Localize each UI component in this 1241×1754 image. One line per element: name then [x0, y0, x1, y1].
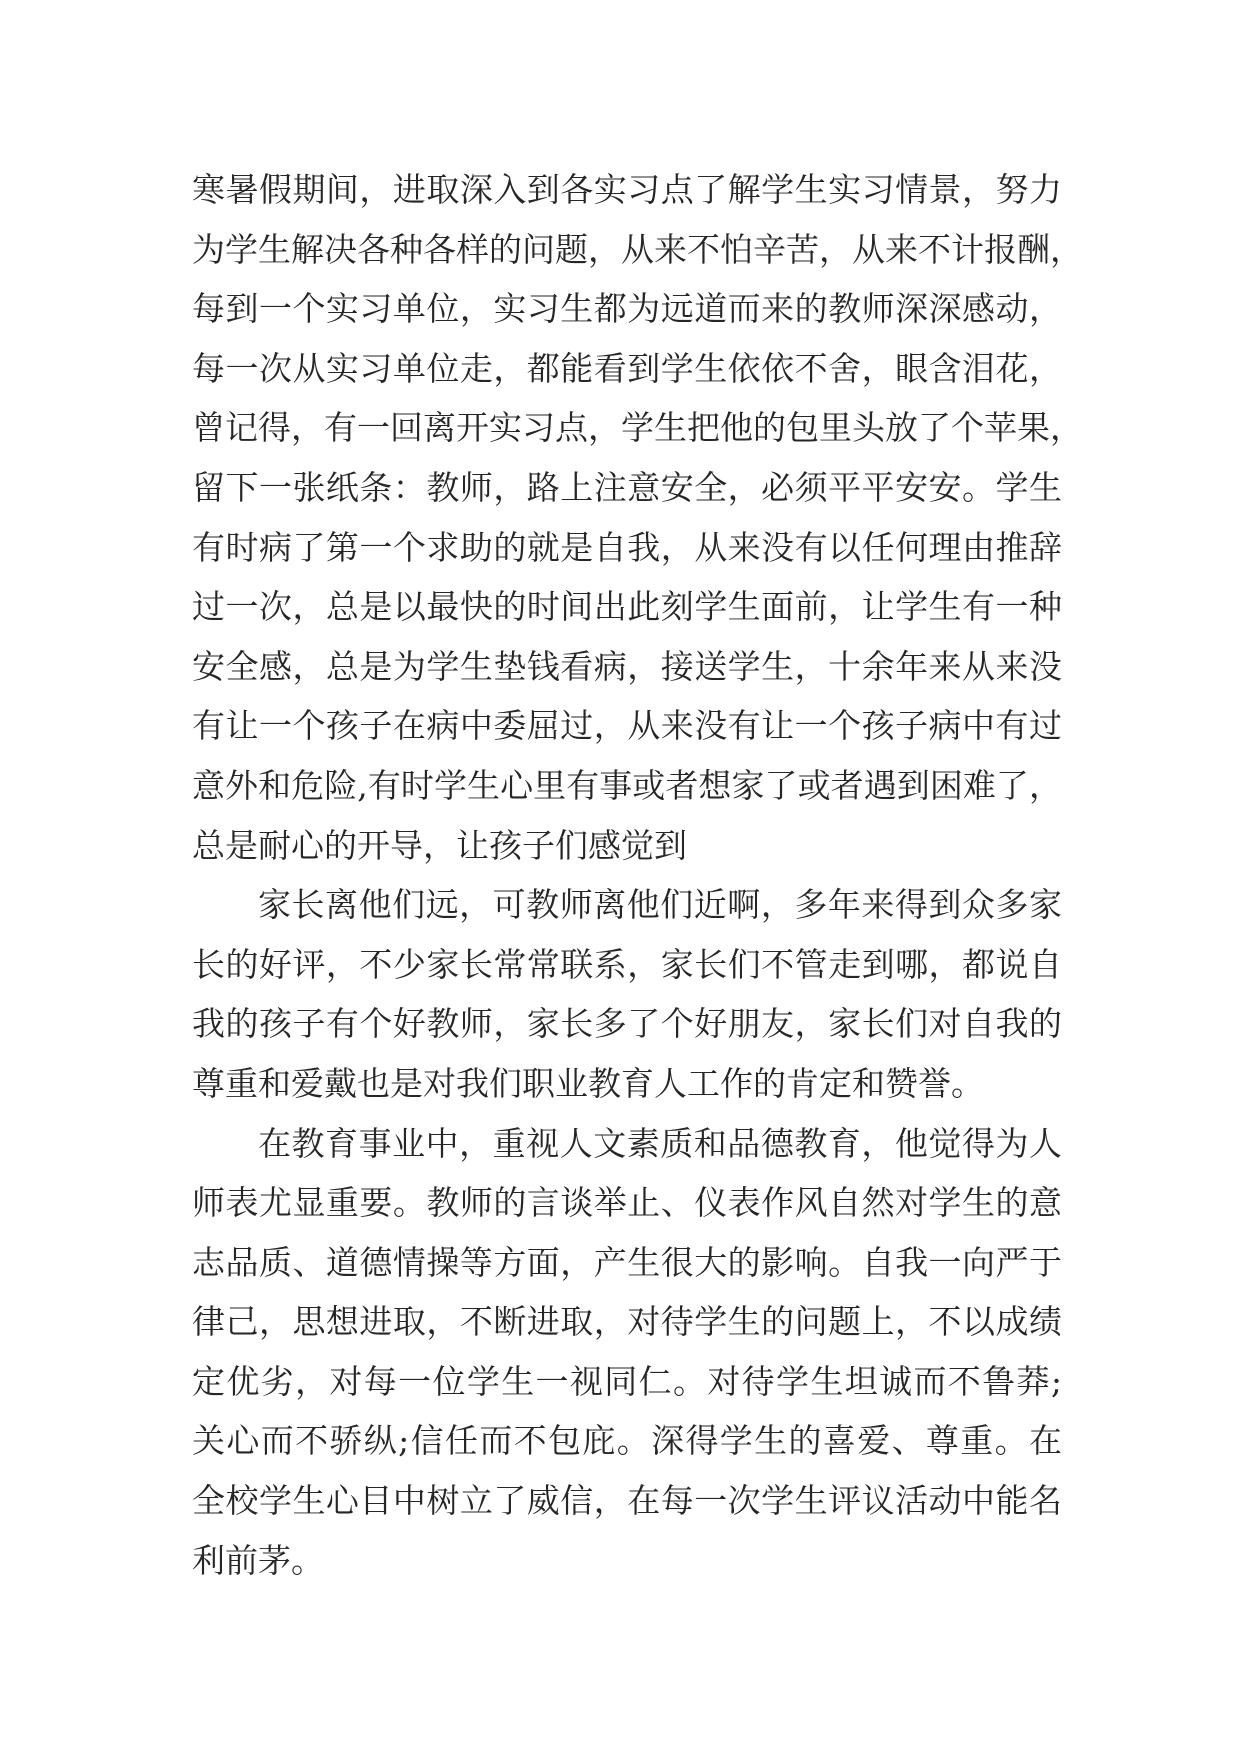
paragraph-1 [192, 160, 1083, 875]
paragraph-3 [192, 1114, 1062, 1591]
text-line: 曾记得，有一回离开实习点，学生把他的包里头放了个苹果， [192, 408, 1083, 448]
text-line: 有让一个孩子在病中委屈过，从来没有让一个孩子病中有过 [192, 706, 1062, 746]
text-line: 利前茅。 [192, 1540, 324, 1580]
text-line: 志品质、道德情操等方面，产生很大的影响。自我一向严于 [192, 1242, 1062, 1282]
text-line: 律己，思想进取，不断进取，对待学生的问题上，不以成绩 [192, 1302, 1062, 1342]
text-line: 在教育事业中，重视人文素质和品德教育，他觉得为人 [258, 1123, 1062, 1163]
text-line: 尊重和爱戴也是对我们职业教育人工作的肯定和赞誉。 [192, 1063, 984, 1103]
text-line: 定优劣，对每一位学生一视同仁。对待学生坦诚而不鲁莽; [192, 1361, 1062, 1401]
text-line: 总是耐心的开导，让孩子们感觉到 [192, 825, 687, 865]
text-line: 我的孩子有个好教师，家长多了个好朋友，家长们对自我的 [192, 1004, 1062, 1044]
text-line: 长的好评，不少家长常常联系，家长们不管走到哪，都说自 [192, 944, 1062, 984]
text-line: 全校学生心目中树立了威信，在每一次学生评议活动中能名 [192, 1481, 1062, 1521]
text-line: 关心而不骄纵;信任而不包庇。深得学生的喜爱、尊重。在 [192, 1421, 1062, 1461]
text-line: 意外和危险,有时学生心里有事或者想家了或者遇到困难了， [192, 765, 1062, 805]
text-line: 留下一张纸条：教师，路上注意安全，必须平平安安。学生 [192, 467, 1062, 507]
text-line: 过一次，总是以最快的时间出此刻学生面前，让学生有一种 [192, 587, 1062, 627]
text-line: 每一次从实习单位走，都能看到学生依依不舍，眼含泪花， [192, 348, 1062, 388]
text-line: 为学生解决各种各样的问题，从来不怕辛苦，从来不计报酬， [192, 229, 1083, 269]
paragraph-2 [192, 875, 1062, 1113]
text-line: 有时病了第一个求助的就是自我，从来没有以任何理由推辞 [192, 527, 1062, 567]
text-line: 寒暑假期间，进取深入到各实习点了解学生实习情景，努力 [192, 170, 1062, 209]
text-line: 师表尤显重要。教师的言谈举止、仪表作风自然对学生的意 [192, 1183, 1062, 1223]
text-line: 家长离他们远，可教师离他们近啊，多年来得到众多家 [258, 885, 1062, 925]
text-line: 安全感，总是为学生垫钱看病，接送学生，十余年来从来没 [192, 646, 1062, 686]
document-body [192, 160, 1083, 1590]
text-line: 每到一个实习单位，实习生都为远道而来的教师深深感动， [192, 289, 1062, 329]
